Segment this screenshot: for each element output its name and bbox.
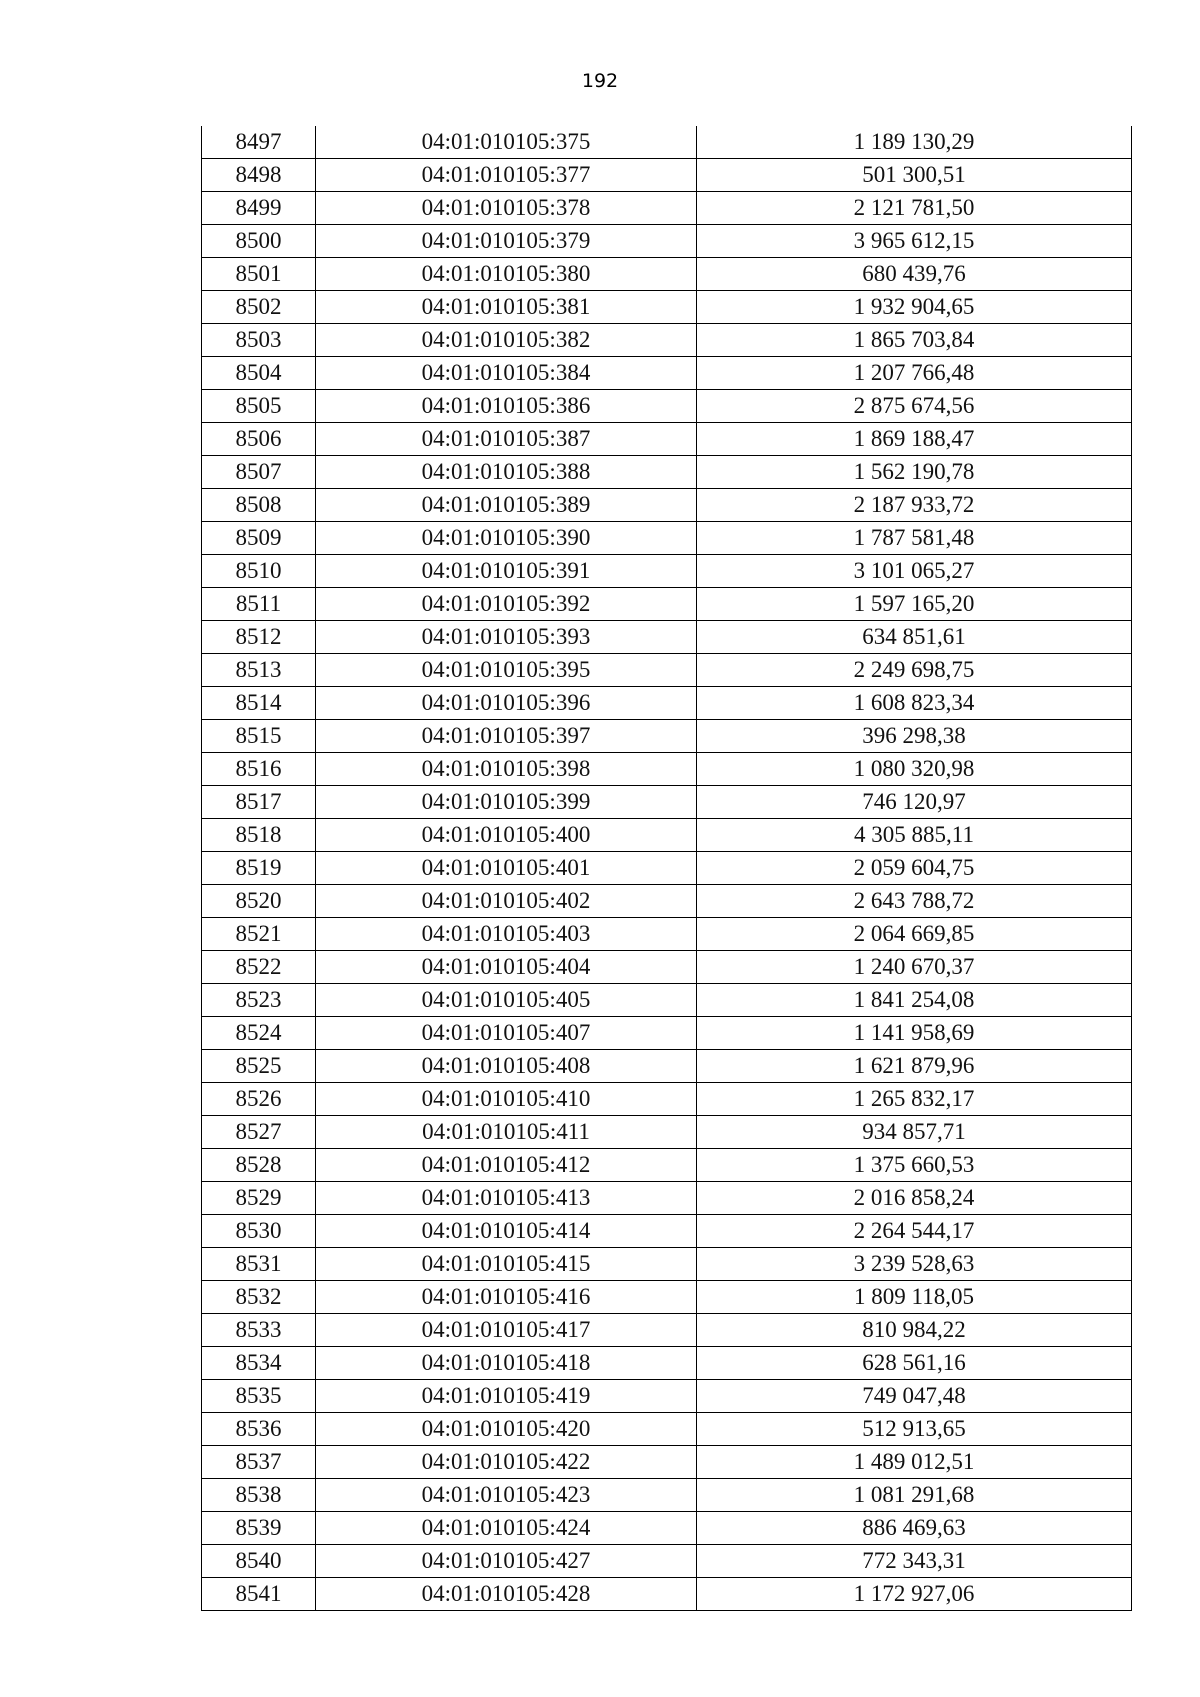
table-row bbox=[202, 1545, 1132, 1578]
value-cell: 1 865 703,84 bbox=[697, 324, 1132, 357]
table-row bbox=[202, 1017, 1132, 1050]
row-number-cell: 8520 bbox=[202, 885, 316, 918]
row-number-cell: 8530 bbox=[202, 1215, 316, 1248]
cadastral-number-cell: 04:01:010105:392 bbox=[316, 588, 697, 621]
row-number-cell: 8498 bbox=[202, 159, 316, 192]
cadastral-number-cell: 04:01:010105:399 bbox=[316, 786, 697, 819]
value-cell: 772 343,31 bbox=[697, 1545, 1132, 1578]
row-number-cell: 8503 bbox=[202, 324, 316, 357]
value-cell: 1 597 165,20 bbox=[697, 588, 1132, 621]
table-row bbox=[202, 324, 1132, 357]
row-number-cell: 8512 bbox=[202, 621, 316, 654]
table-row bbox=[202, 1083, 1132, 1116]
row-number-cell: 8528 bbox=[202, 1149, 316, 1182]
cadastral-number-cell: 04:01:010105:427 bbox=[316, 1545, 697, 1578]
cadastral-number-cell: 04:01:010105:377 bbox=[316, 159, 697, 192]
cadastral-number-cell: 04:01:010105:404 bbox=[316, 951, 697, 984]
row-number-cell: 8522 bbox=[202, 951, 316, 984]
value-cell: 886 469,63 bbox=[697, 1512, 1132, 1545]
cadastral-number-cell: 04:01:010105:420 bbox=[316, 1413, 697, 1446]
cadastral-number-cell: 04:01:010105:387 bbox=[316, 423, 697, 456]
table-row bbox=[202, 456, 1132, 489]
row-number-cell: 8509 bbox=[202, 522, 316, 555]
row-number-cell: 8523 bbox=[202, 984, 316, 1017]
cadastral-number-cell: 04:01:010105:393 bbox=[316, 621, 697, 654]
value-cell: 2 875 674,56 bbox=[697, 390, 1132, 423]
table-row bbox=[202, 753, 1132, 786]
cadastral-number-cell: 04:01:010105:402 bbox=[316, 885, 697, 918]
value-cell: 3 101 065,27 bbox=[697, 555, 1132, 588]
value-cell: 1 562 190,78 bbox=[697, 456, 1132, 489]
row-number-cell: 8539 bbox=[202, 1512, 316, 1545]
row-number-cell: 8538 bbox=[202, 1479, 316, 1512]
table-row bbox=[202, 852, 1132, 885]
row-number-cell: 8510 bbox=[202, 555, 316, 588]
cadastral-number-cell: 04:01:010105:414 bbox=[316, 1215, 697, 1248]
table-row bbox=[202, 1116, 1132, 1149]
value-cell: 2 249 698,75 bbox=[697, 654, 1132, 687]
row-number-cell: 8518 bbox=[202, 819, 316, 852]
row-number-cell: 8504 bbox=[202, 357, 316, 390]
row-number-cell: 8505 bbox=[202, 390, 316, 423]
cadastral-number-cell: 04:01:010105:378 bbox=[316, 192, 697, 225]
value-cell: 1 787 581,48 bbox=[697, 522, 1132, 555]
row-number-cell: 8519 bbox=[202, 852, 316, 885]
row-number-cell: 8537 bbox=[202, 1446, 316, 1479]
table-row bbox=[202, 192, 1132, 225]
table-row bbox=[202, 357, 1132, 390]
table-row bbox=[202, 489, 1132, 522]
cadastral-number-cell: 04:01:010105:395 bbox=[316, 654, 697, 687]
value-cell: 628 561,16 bbox=[697, 1347, 1132, 1380]
table-row bbox=[202, 951, 1132, 984]
table-row bbox=[202, 1479, 1132, 1512]
row-number-cell: 8501 bbox=[202, 258, 316, 291]
row-number-cell: 8533 bbox=[202, 1314, 316, 1347]
value-cell: 680 439,76 bbox=[697, 258, 1132, 291]
cadastral-number-cell: 04:01:010105:391 bbox=[316, 555, 697, 588]
row-number-cell: 8540 bbox=[202, 1545, 316, 1578]
cadastral-number-cell: 04:01:010105:384 bbox=[316, 357, 697, 390]
row-number-cell: 8517 bbox=[202, 786, 316, 819]
cadastral-number-cell: 04:01:010105:379 bbox=[316, 225, 697, 258]
row-number-cell: 8532 bbox=[202, 1281, 316, 1314]
cadastral-number-cell: 04:01:010105:410 bbox=[316, 1083, 697, 1116]
row-number-cell: 8541 bbox=[202, 1578, 316, 1611]
table-row bbox=[202, 984, 1132, 1017]
value-cell: 3 239 528,63 bbox=[697, 1248, 1132, 1281]
table-row bbox=[202, 654, 1132, 687]
table-row bbox=[202, 786, 1132, 819]
row-number-cell: 8500 bbox=[202, 225, 316, 258]
table-row bbox=[202, 1149, 1132, 1182]
row-number-cell: 8525 bbox=[202, 1050, 316, 1083]
value-cell: 1 189 130,29 bbox=[697, 126, 1132, 159]
table-row bbox=[202, 885, 1132, 918]
row-number-cell: 8508 bbox=[202, 489, 316, 522]
table-row bbox=[202, 1380, 1132, 1413]
value-cell: 746 120,97 bbox=[697, 786, 1132, 819]
value-cell: 2 016 858,24 bbox=[697, 1182, 1132, 1215]
table-row bbox=[202, 1314, 1132, 1347]
table-row bbox=[202, 621, 1132, 654]
cadastral-number-cell: 04:01:010105:416 bbox=[316, 1281, 697, 1314]
cadastral-number-cell: 04:01:010105:407 bbox=[316, 1017, 697, 1050]
cadastral-number-cell: 04:01:010105:403 bbox=[316, 918, 697, 951]
cadastral-number-cell: 04:01:010105:405 bbox=[316, 984, 697, 1017]
cadastral-number-cell: 04:01:010105:423 bbox=[316, 1479, 697, 1512]
row-number-cell: 8514 bbox=[202, 687, 316, 720]
table-row bbox=[202, 1347, 1132, 1380]
table-row bbox=[202, 1446, 1132, 1479]
cadastral-number-cell: 04:01:010105:381 bbox=[316, 291, 697, 324]
row-number-cell: 8521 bbox=[202, 918, 316, 951]
cadastral-number-cell: 04:01:010105:424 bbox=[316, 1512, 697, 1545]
table-row bbox=[202, 588, 1132, 621]
cadastral-value-table bbox=[201, 126, 1132, 1611]
row-number-cell: 8527 bbox=[202, 1116, 316, 1149]
table-row bbox=[202, 1050, 1132, 1083]
value-cell: 1 841 254,08 bbox=[697, 984, 1132, 1017]
row-number-cell: 8511 bbox=[202, 588, 316, 621]
table-row bbox=[202, 390, 1132, 423]
table-row bbox=[202, 258, 1132, 291]
value-cell: 2 059 604,75 bbox=[697, 852, 1132, 885]
cadastral-number-cell: 04:01:010105:396 bbox=[316, 687, 697, 720]
value-cell: 1 489 012,51 bbox=[697, 1446, 1132, 1479]
table-row bbox=[202, 1248, 1132, 1281]
cadastral-number-cell: 04:01:010105:412 bbox=[316, 1149, 697, 1182]
table-row bbox=[202, 1215, 1132, 1248]
value-cell: 634 851,61 bbox=[697, 621, 1132, 654]
row-number-cell: 8506 bbox=[202, 423, 316, 456]
table-row bbox=[202, 1578, 1132, 1611]
table-row bbox=[202, 126, 1132, 159]
cadastral-number-cell: 04:01:010105:400 bbox=[316, 819, 697, 852]
value-cell: 1 608 823,34 bbox=[697, 687, 1132, 720]
cadastral-number-cell: 04:01:010105:413 bbox=[316, 1182, 697, 1215]
cadastral-number-cell: 04:01:010105:418 bbox=[316, 1347, 697, 1380]
value-cell: 3 965 612,15 bbox=[697, 225, 1132, 258]
cadastral-number-cell: 04:01:010105:408 bbox=[316, 1050, 697, 1083]
cadastral-number-cell: 04:01:010105:411 bbox=[316, 1116, 697, 1149]
value-cell: 934 857,71 bbox=[697, 1116, 1132, 1149]
value-cell: 749 047,48 bbox=[697, 1380, 1132, 1413]
row-number-cell: 8529 bbox=[202, 1182, 316, 1215]
table-row bbox=[202, 918, 1132, 951]
table-row bbox=[202, 291, 1132, 324]
cadastral-number-cell: 04:01:010105:382 bbox=[316, 324, 697, 357]
value-cell: 1 080 320,98 bbox=[697, 753, 1132, 786]
table-row bbox=[202, 1281, 1132, 1314]
table-row bbox=[202, 159, 1132, 192]
row-number-cell: 8497 bbox=[202, 126, 316, 159]
table-row bbox=[202, 1413, 1132, 1446]
table-row bbox=[202, 819, 1132, 852]
row-number-cell: 8524 bbox=[202, 1017, 316, 1050]
value-cell: 2 187 933,72 bbox=[697, 489, 1132, 522]
cadastral-number-cell: 04:01:010105:389 bbox=[316, 489, 697, 522]
value-cell: 1 081 291,68 bbox=[697, 1479, 1132, 1512]
table-row bbox=[202, 225, 1132, 258]
cadastral-number-cell: 04:01:010105:422 bbox=[316, 1446, 697, 1479]
value-cell: 4 305 885,11 bbox=[697, 819, 1132, 852]
cadastral-number-cell: 04:01:010105:380 bbox=[316, 258, 697, 291]
table-row bbox=[202, 1182, 1132, 1215]
value-cell: 1 207 766,48 bbox=[697, 357, 1132, 390]
cadastral-number-cell: 04:01:010105:417 bbox=[316, 1314, 697, 1347]
cadastral-number-cell: 04:01:010105:401 bbox=[316, 852, 697, 885]
cadastral-number-cell: 04:01:010105:428 bbox=[316, 1578, 697, 1611]
table-row bbox=[202, 687, 1132, 720]
row-number-cell: 8516 bbox=[202, 753, 316, 786]
table-row bbox=[202, 522, 1132, 555]
cadastral-number-cell: 04:01:010105:397 bbox=[316, 720, 697, 753]
cadastral-number-cell: 04:01:010105:398 bbox=[316, 753, 697, 786]
value-cell: 501 300,51 bbox=[697, 159, 1132, 192]
table-row bbox=[202, 1512, 1132, 1545]
table-row bbox=[202, 555, 1132, 588]
cadastral-number-cell: 04:01:010105:419 bbox=[316, 1380, 697, 1413]
row-number-cell: 8535 bbox=[202, 1380, 316, 1413]
row-number-cell: 8507 bbox=[202, 456, 316, 489]
row-number-cell: 8531 bbox=[202, 1248, 316, 1281]
value-cell: 2 643 788,72 bbox=[697, 885, 1132, 918]
row-number-cell: 8513 bbox=[202, 654, 316, 687]
cadastral-number-cell: 04:01:010105:415 bbox=[316, 1248, 697, 1281]
page-number: 192 bbox=[581, 70, 619, 92]
row-number-cell: 8502 bbox=[202, 291, 316, 324]
row-number-cell: 8536 bbox=[202, 1413, 316, 1446]
value-cell: 2 121 781,50 bbox=[697, 192, 1132, 225]
value-cell: 1 172 927,06 bbox=[697, 1578, 1132, 1611]
table-row bbox=[202, 423, 1132, 456]
value-cell: 1 375 660,53 bbox=[697, 1149, 1132, 1182]
value-cell: 1 621 879,96 bbox=[697, 1050, 1132, 1083]
value-cell: 512 913,65 bbox=[697, 1413, 1132, 1446]
value-cell: 396 298,38 bbox=[697, 720, 1132, 753]
cadastral-number-cell: 04:01:010105:390 bbox=[316, 522, 697, 555]
cadastral-number-cell: 04:01:010105:388 bbox=[316, 456, 697, 489]
value-cell: 810 984,22 bbox=[697, 1314, 1132, 1347]
value-cell: 1 240 670,37 bbox=[697, 951, 1132, 984]
value-cell: 1 932 904,65 bbox=[697, 291, 1132, 324]
value-cell: 1 141 958,69 bbox=[697, 1017, 1132, 1050]
value-cell: 1 265 832,17 bbox=[697, 1083, 1132, 1116]
table-row bbox=[202, 720, 1132, 753]
value-cell: 1 809 118,05 bbox=[697, 1281, 1132, 1314]
cadastral-number-cell: 04:01:010105:386 bbox=[316, 390, 697, 423]
row-number-cell: 8499 bbox=[202, 192, 316, 225]
row-number-cell: 8534 bbox=[202, 1347, 316, 1380]
cadastral-number-cell: 04:01:010105:375 bbox=[316, 126, 697, 159]
value-cell: 2 264 544,17 bbox=[697, 1215, 1132, 1248]
row-number-cell: 8526 bbox=[202, 1083, 316, 1116]
value-cell: 2 064 669,85 bbox=[697, 918, 1132, 951]
row-number-cell: 8515 bbox=[202, 720, 316, 753]
value-cell: 1 869 188,47 bbox=[697, 423, 1132, 456]
table-body bbox=[202, 126, 1132, 1611]
